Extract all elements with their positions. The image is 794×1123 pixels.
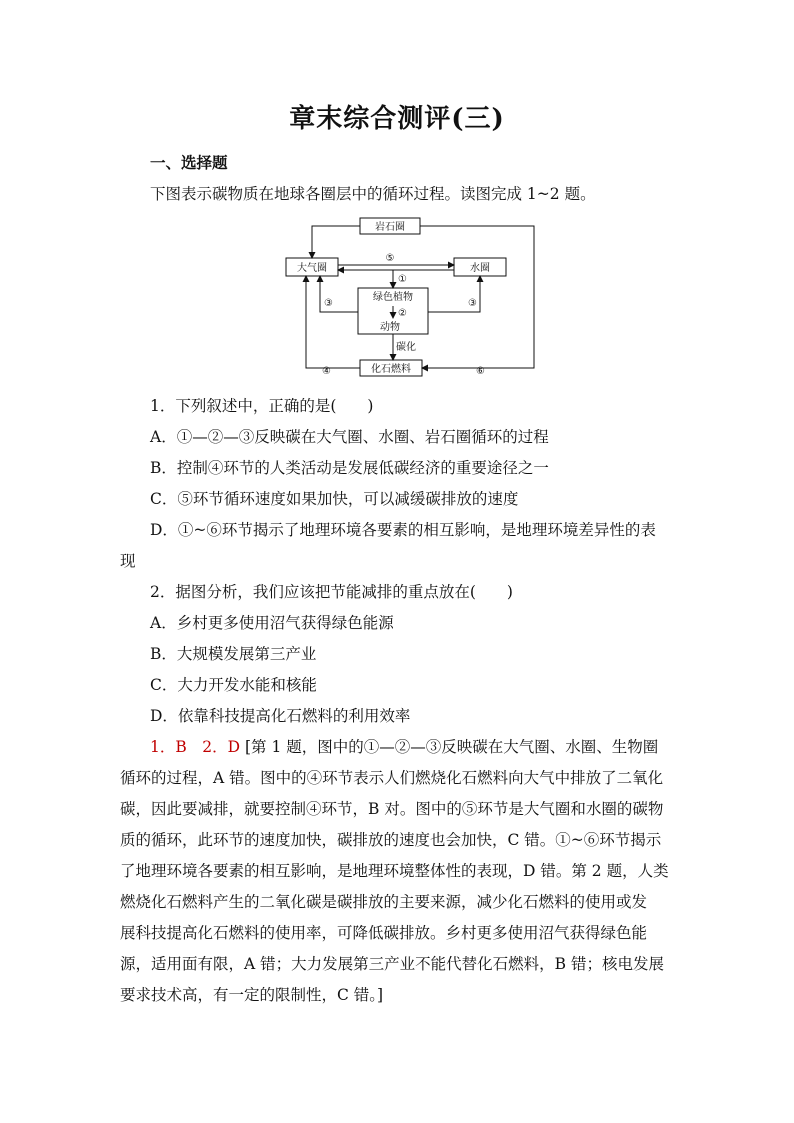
answer-line-7: 源，适用面有限，A 错；大力发展第三产业不能代替化石燃料，B 错；核电发展 [120,955,664,973]
carbonize-label: 碳化 [396,342,416,353]
q1-option-a: A．①—②—③反映碳在大气圈、水圈、岩石圈循环的过程 [150,428,549,446]
answer-line-2: 碳，因此要减排，就要控制④环节，B 对。图中的⑤环节是大气圈和水圈的碳物 [120,800,664,818]
q1-stem: 1．下列叙述中，正确的是( ) [150,397,374,415]
q2-option-d: D．依靠科技提高化石燃料的利用效率 [150,707,411,725]
section-heading: 一、选择题 [150,153,228,172]
q2-option-b: B．大规模发展第三产业 [150,645,317,663]
carbon-cycle-diagram [280,214,540,380]
answer-key: 1．B 2．D [150,738,241,756]
q1-option-c: C．⑤环节循环速度如果加快，可以减缓碳排放的速度 [150,490,519,508]
animal-label: 动物 [380,322,400,333]
page-title: 章末综合测评(三) [289,104,505,134]
q1-option-b: B．控制④环节的人类活动是发展低碳经济的重要途径之一 [150,459,549,477]
label-4: ④ [322,366,331,377]
q2-stem: 2．据图分析，我们应该把节能减排的重点放在( ) [150,583,513,601]
label-3-right: ③ [468,298,477,309]
answer-line-6: 展科技提高化石燃料的使用率，可降低碳排放。乡村更多使用沼气获得绿色能 [120,924,648,942]
fossil-label: 化石燃料 [371,364,411,375]
plant-label: 绿色植物 [373,292,413,303]
answer-line-3: 质的循环，此环节的速度加快，碳排放的速度也会加快，C 错。①~⑥环节揭示 [120,831,662,849]
label-3-left: ③ [324,298,333,309]
question-intro: 下图表示碳物质在地球各圈层中的循环过程。读图完成 1~2 题。 [150,185,596,203]
q1-option-d-cont: 现 [120,552,136,570]
water-label: 水圈 [470,263,490,274]
answer-line-1: 循环的过程，A 错。图中的④环节表示人们燃烧化石燃料向大气中排放了二氧化 [120,769,664,787]
answer-line-8: 要求技术高，有一定的限制性，C 错。] [120,986,384,1004]
q1-option-d: D．①~⑥环节揭示了地理环境各要素的相互影响，是地理环境差异性的表 [150,521,656,539]
atmos-label: 大气圈 [297,263,327,274]
label-5: ⑤ [385,253,395,264]
q2-option-a: A．乡村更多使用沼气获得绿色能源 [150,614,394,632]
label-6: ⑥ [476,366,485,377]
answer-line-0: [第 1 题，图中的①—②—③反映碳在大气圈、水圈、生物圈 [244,738,659,756]
answer-first-line [150,737,658,757]
answer-line-5: 燃烧化石燃料产生的二氧化碳是碳排放的主要来源，减少化石燃料的使用或发 [120,893,648,911]
q2-option-c: C．大力开发水能和核能 [150,676,317,694]
answer-line-4: 了地理环境各要素的相互影响，是地理环境整体性的表现，D 错。第 2 题，人类 [120,862,669,880]
label-1: ① [398,274,407,285]
label-2: ② [398,308,407,319]
rock-label: 岩石圈 [375,222,405,233]
